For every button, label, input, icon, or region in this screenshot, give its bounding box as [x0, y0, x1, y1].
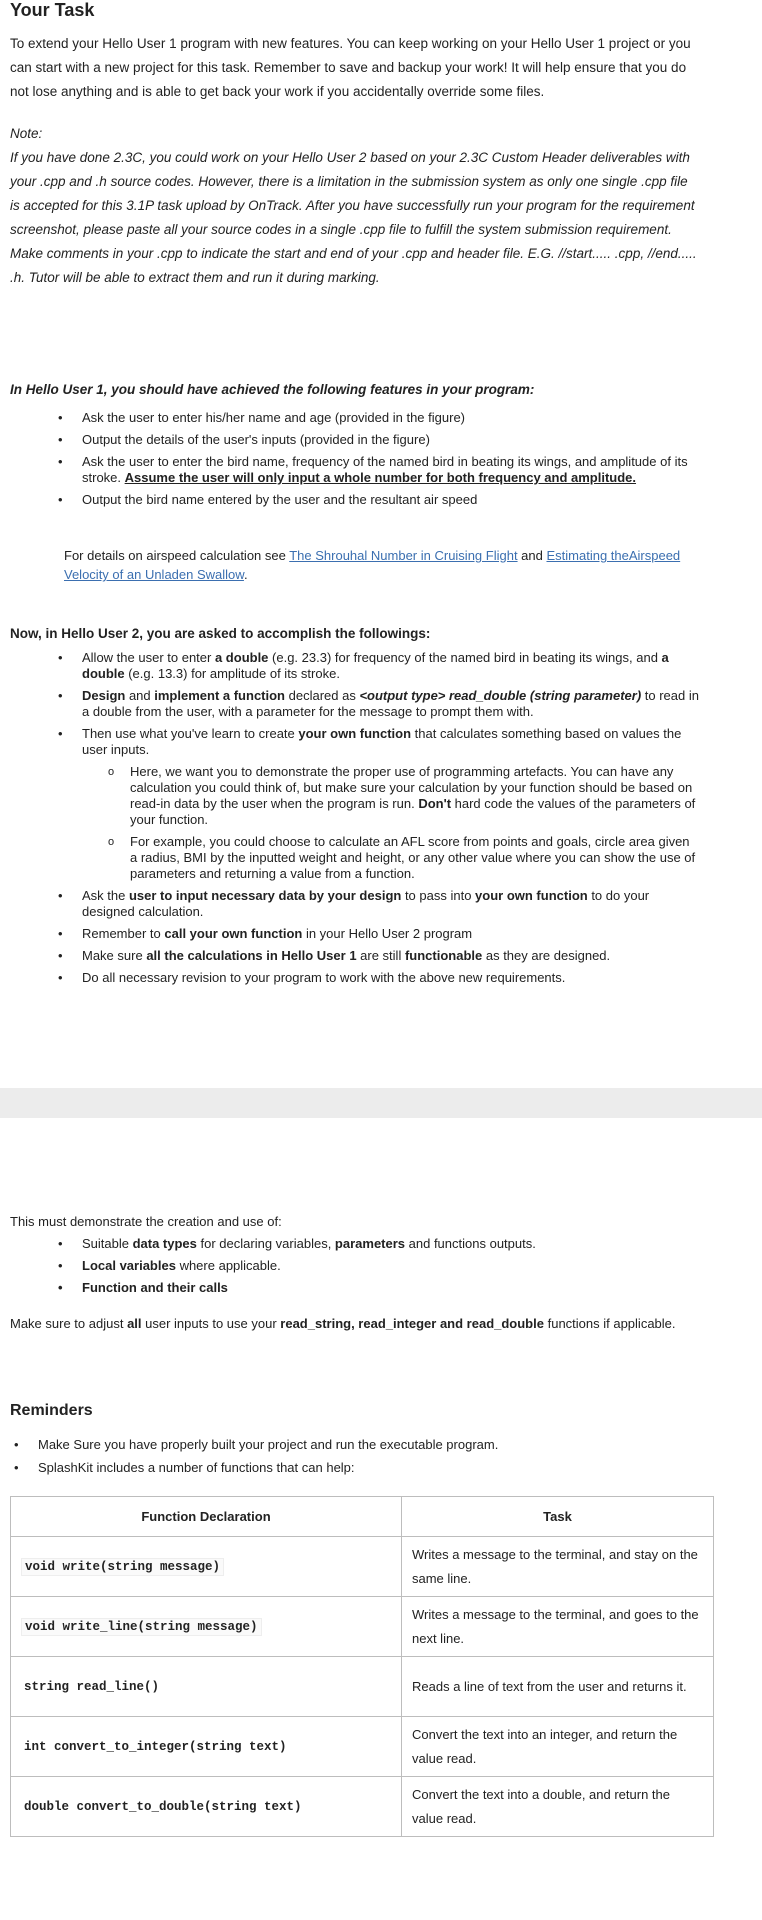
sub-list-item: o For example, you could choose to calculate an AFL score from points and goals, circle area given a radius, BMI by the inputted weight and height, or any other value where you can show the use of parameters and returning a value from a function.: [130, 834, 700, 882]
sub-list-item: o Here, we want you to demonstrate the proper use of programming artefacts. You can have any calculation you could think of, but make sure your calculation by your function should be based on read-in data by the user when the program is run. Don't hard code the values of the parameters of your function.: [130, 764, 700, 828]
list-item: • Remember to call your own function in your Hello User 2 program: [82, 926, 700, 942]
hello-user-2-heading: Now, in Hello User 2, you are asked to accomplish the followings:: [10, 626, 431, 641]
list-item: • Ask the user to enter his/her name and age (provided in the figure): [82, 410, 690, 426]
note-paragraph: If you have done 2.3C, you could work on your Hello User 2 based on your 2.3C Custom Header deliverables with your .cpp and .h source codes. However, there is a limitation in the submission system as only one single .cpp file is accepted for this 3.1P task upload by OnTrack. After you have successfully run your program for the requirement screenshot, please paste all your source codes in a single .cpp file to fulfill the system submission requirement. Make comments in your .cpp to indicate the start and end of your .cpp and header file. E.G. //start..... .cpp, //end..... .h. Tutor will be able to extract them and run it during marking.: [10, 150, 697, 285]
function-task: Writes a message to the terminal, and stay on the same line.: [402, 1537, 714, 1597]
function-task: Convert the text into an integer, and return the value read.: [402, 1717, 714, 1777]
list-item: • Output the details of the user's inputs (provided in the figure): [82, 432, 690, 448]
function-declaration: double convert_to_double(string text): [24, 1799, 302, 1814]
shrouhal-number-link[interactable]: The Shrouhal Number in Cruising Flight: [289, 548, 518, 563]
intro-paragraph: To extend your Hello User 1 program with new features. You can keep working on your Hello User 1 project or you can start with a new project for this task. Remember to save and backup your work! It will help ensure that you do not lose anything and is able to get back your work if you accidentally override some files.: [10, 36, 691, 99]
adjust-inputs-paragraph: Make sure to adjust all user inputs to use your read_string, read_integer and read_double functions if applicable.: [10, 1316, 676, 1331]
list-item: • Do all necessary revision to your program to work with the above new requirements.: [82, 970, 700, 986]
airspeed-velocity-link[interactable]: Estimating theAirspeed Velocity of an Unladen Swallow: [64, 548, 681, 582]
list-item: • Make sure all the calculations in Hello User 1 are still functionable as they are designed.: [82, 948, 700, 964]
list-item: • Suitable data types for declaring variables, parameters and functions outputs.: [82, 1236, 690, 1252]
list-item: • Design and implement a function declared as <output type> read_double (string parameter) to read in a double from the user, with a parameter for the message to prompt them with.: [82, 688, 700, 720]
column-header-task: Task: [402, 1497, 714, 1537]
function-declaration: void write(string message): [21, 1558, 224, 1576]
hello-user-2-list: [0, 650, 700, 992]
list-item: • Then use what you've learn to create your own function that calculates something based on values the user inputs. o Here, we want you to demonstrate the proper use of programming artefacts. You can have any calculation you could think of, but make sure your calculation by your function should be based on read-in data by the user when the program is run. Don't hard code the values of the parameters of your function. o For example, you could choose to calculate an AFL score from points and goals, circle area given a radius, BMI by the inputted weight and height, or any other value where you can show the use of parameters and returning a value from a function.: [82, 726, 700, 882]
list-item: • Function and their calls: [82, 1280, 690, 1296]
demonstrate-intro: This must demonstrate the creation and use of:: [10, 1214, 282, 1229]
table-row: [11, 1537, 714, 1597]
column-header-declaration: Function Declaration: [11, 1497, 402, 1537]
function-declaration: void write_line(string message): [21, 1618, 262, 1636]
reminders-list: [0, 1437, 690, 1482]
list-item: • Allow the user to enter a double (e.g. 23.3) for frequency of the named bird in beating its wings, and a double (e.g. 13.3) for amplitude of its stroke.: [82, 650, 700, 682]
reminders-heading: Reminders: [10, 1402, 93, 1419]
hello-user-1-heading: In Hello User 1, you should have achieved the following features in your program:: [10, 382, 535, 397]
hello-user-1-list: [0, 410, 690, 514]
list-item: • Output the bird name entered by the user and the resultant air speed: [82, 492, 690, 508]
splashkit-functions-table: [10, 1496, 714, 1837]
table-row: [11, 1777, 714, 1837]
table-row: [11, 1657, 714, 1717]
function-task: Convert the text into a double, and return the value read.: [402, 1777, 714, 1837]
list-item: • Local variables where applicable.: [82, 1258, 690, 1274]
list-item: • Ask the user to input necessary data by your design to pass into your own function to do your designed calculation.: [82, 888, 700, 920]
demonstrate-list: [0, 1236, 690, 1302]
list-item: • Ask the user to enter the bird name, frequency of the named bird in beating its wings, and amplitude of its stroke. Assume the user will only input a whole number for both frequency and amplitude.: [82, 454, 690, 486]
table-row: [11, 1597, 714, 1657]
page-break-divider: [0, 1088, 762, 1118]
function-task: Writes a message to the terminal, and goes to the next line.: [402, 1597, 714, 1657]
note-label: Note:: [10, 126, 43, 141]
function-task: Reads a line of text from the user and returns it.: [402, 1657, 714, 1717]
page-title: Your Task: [10, 0, 95, 20]
list-item: • Make Sure you have properly built your project and run the executable program.: [38, 1437, 690, 1453]
function-declaration: string read_line(): [24, 1679, 160, 1694]
function-declaration: int convert_to_integer(string text): [24, 1739, 287, 1754]
list-item: • SplashKit includes a number of functions that can help:: [38, 1460, 690, 1476]
airspeed-details: For details on airspeed calculation see The Shrouhal Number in Cruising Flight and Estimating theAirspeed Velocity of an Unladen Swallow.: [64, 548, 681, 582]
table-row: [11, 1717, 714, 1777]
